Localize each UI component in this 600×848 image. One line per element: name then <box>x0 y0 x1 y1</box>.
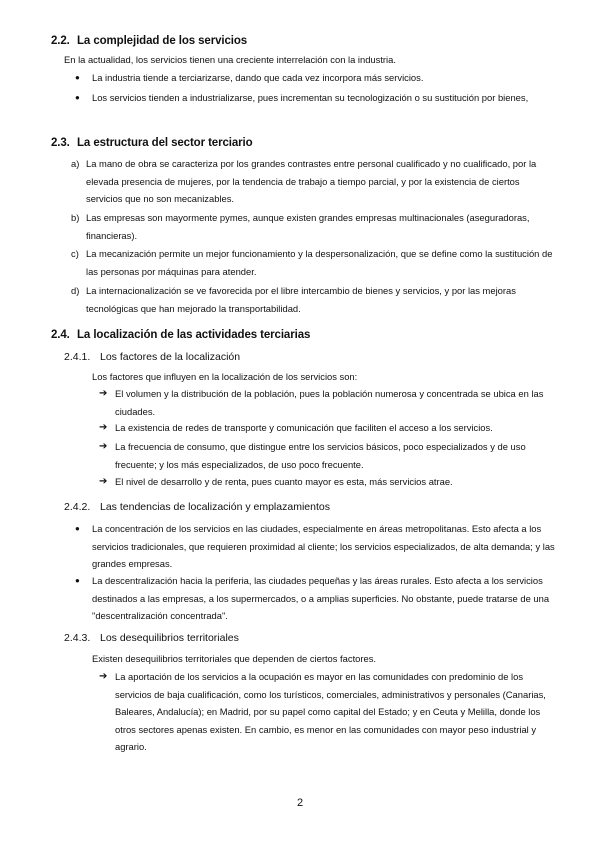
list-item <box>75 69 554 87</box>
subsection-number: 2.4.1. <box>64 351 91 363</box>
section-title: La estructura del sector terciario <box>77 137 253 149</box>
section-number: 2.3. <box>51 137 70 149</box>
list-item-text: La aportación de los servicios a la ocupación es mayor en las comunidades con predominio de los servicios de baja cualificación, como los turísticos, comerciales, administrativos y personales (Canarias, Baleares, Andalucía); en Madrid, por su papel como capital del Estado; y en Ceuta y Melilla, donde los otros sectores apenas existen. En cambio, es menor en las comunidades con mayor peso industrial y agrario. <box>115 671 546 753</box>
list-item-text: Las empresas son mayormente pymes, aunque existen grandes empresas multinacionales (aseguradoras, financieras). <box>86 212 530 241</box>
list-item <box>99 438 563 473</box>
arrow-right-icon: ➔ <box>99 476 108 487</box>
section-number: 2.4. <box>51 329 70 341</box>
list-item-text: La mecanización permite un mejor funcionamiento y la despersonalización, que se define como la sustitución de las personas por máquinas para atender. <box>86 248 553 277</box>
subsection-number: 2.4.2. <box>64 501 91 513</box>
section-heading-2-2 <box>51 35 247 47</box>
subsection-number: 2.4.3. <box>64 632 91 644</box>
list-item-text: La internacionalización se ve favorecida por el libre intercambio de bienes y servicios, y por las mejoras tecnológicas que han mejorado la transportabilidad. <box>86 285 516 314</box>
bullet-icon: ● <box>75 576 80 585</box>
section-title: La localización de las actividades terciarias <box>77 329 311 341</box>
section-number: 2.2. <box>51 35 70 47</box>
list-item <box>75 520 556 573</box>
subsection-intro: Existen desequilibrios territoriales que dependen de ciertos factores. <box>92 653 377 664</box>
list-item <box>75 572 556 625</box>
list-item-text: La descentralización hacia la periferia, las ciudades pequeñas y las áreas rurales. Esto afecta a los servicios destinados a las empresas, a los supermercados, o a amplias superficies. No obstante, puede tratarse de una "descentralización concentrada". <box>92 575 550 622</box>
list-item <box>71 155 556 208</box>
list-item <box>71 209 546 244</box>
arrow-right-icon: ➔ <box>99 388 108 399</box>
subsection-title: Los desequilibrios territoriales <box>100 632 239 644</box>
subsection-heading-2-4-3 <box>64 632 239 644</box>
arrow-right-icon: ➔ <box>99 671 108 682</box>
list-item-text: La existencia de redes de transporte y comunicación que faciliten el acceso a los servicios. <box>115 422 493 433</box>
subsection-heading-2-4-1 <box>64 351 240 363</box>
list-item-text: El nivel de desarrollo y de renta, pues cuanto mayor es esta, más servicios atrae. <box>115 476 453 487</box>
list-item-text: Los servicios tienden a industrializarse, pues incrementan su tecnologización o su sustitución por bienes, <box>92 92 529 103</box>
arrow-right-icon: ➔ <box>99 441 108 452</box>
list-item <box>71 245 556 280</box>
bullet-icon: ● <box>75 93 80 102</box>
list-item <box>99 419 557 437</box>
arrow-right-icon: ➔ <box>99 422 108 433</box>
list-item <box>71 282 556 317</box>
page-number: 2 <box>296 797 304 809</box>
section-heading-2-4 <box>51 329 310 341</box>
subsection-title: Las tendencias de localización y emplazamientos <box>100 501 330 513</box>
section-heading-2-3 <box>51 137 253 149</box>
bullet-icon: ● <box>75 524 80 533</box>
list-item-text: El volumen y la distribución de la población, pues la población numerosa y concentrada se ubica en las ciudades. <box>115 388 544 417</box>
list-item-text: La mano de obra se caracteriza por los grandes contrastes entre personal cualificado y no cualificado, por la elevada presencia de mujeres, por la tendencia de trabajo a tiempo parcial, y por la existencia de ciertos servicios que no son mecanizables. <box>86 158 537 205</box>
list-marker: c) <box>71 248 79 259</box>
list-marker: a) <box>71 158 80 169</box>
list-marker: b) <box>71 212 80 223</box>
list-item <box>99 473 557 491</box>
section-intro: En la actualidad, los servicios tienen una creciente interrelación con la industria. <box>64 54 396 65</box>
subsection-heading-2-4-2 <box>64 501 330 513</box>
subsection-intro: Los factores que influyen en la localización de los servicios son: <box>92 371 358 382</box>
list-item-text: La frecuencia de consumo, que distingue entre los servicios básicos, poco especializados y de uso frecuente; y los más especializados, de uso poco frecuente. <box>115 441 526 470</box>
list-item <box>99 668 561 756</box>
list-item <box>75 89 554 107</box>
section-title: La complejidad de los servicios <box>77 35 248 47</box>
list-marker: d) <box>71 285 80 296</box>
list-item-text: La concentración de los servicios en las ciudades, especialmente en áreas metropolitanas. Esto afecta a los servicios tradicionales, que requieren proximidad al cliente; los servicios especializados, de alta demanda; y las grandes empresas. <box>92 523 555 570</box>
subsection-title: Los factores de la localización <box>100 351 241 363</box>
list-item-text: La industria tiende a terciarizarse, dando que cada vez incorpora más servicios. <box>92 72 424 83</box>
list-item <box>99 385 557 420</box>
bullet-icon: ● <box>75 73 80 82</box>
